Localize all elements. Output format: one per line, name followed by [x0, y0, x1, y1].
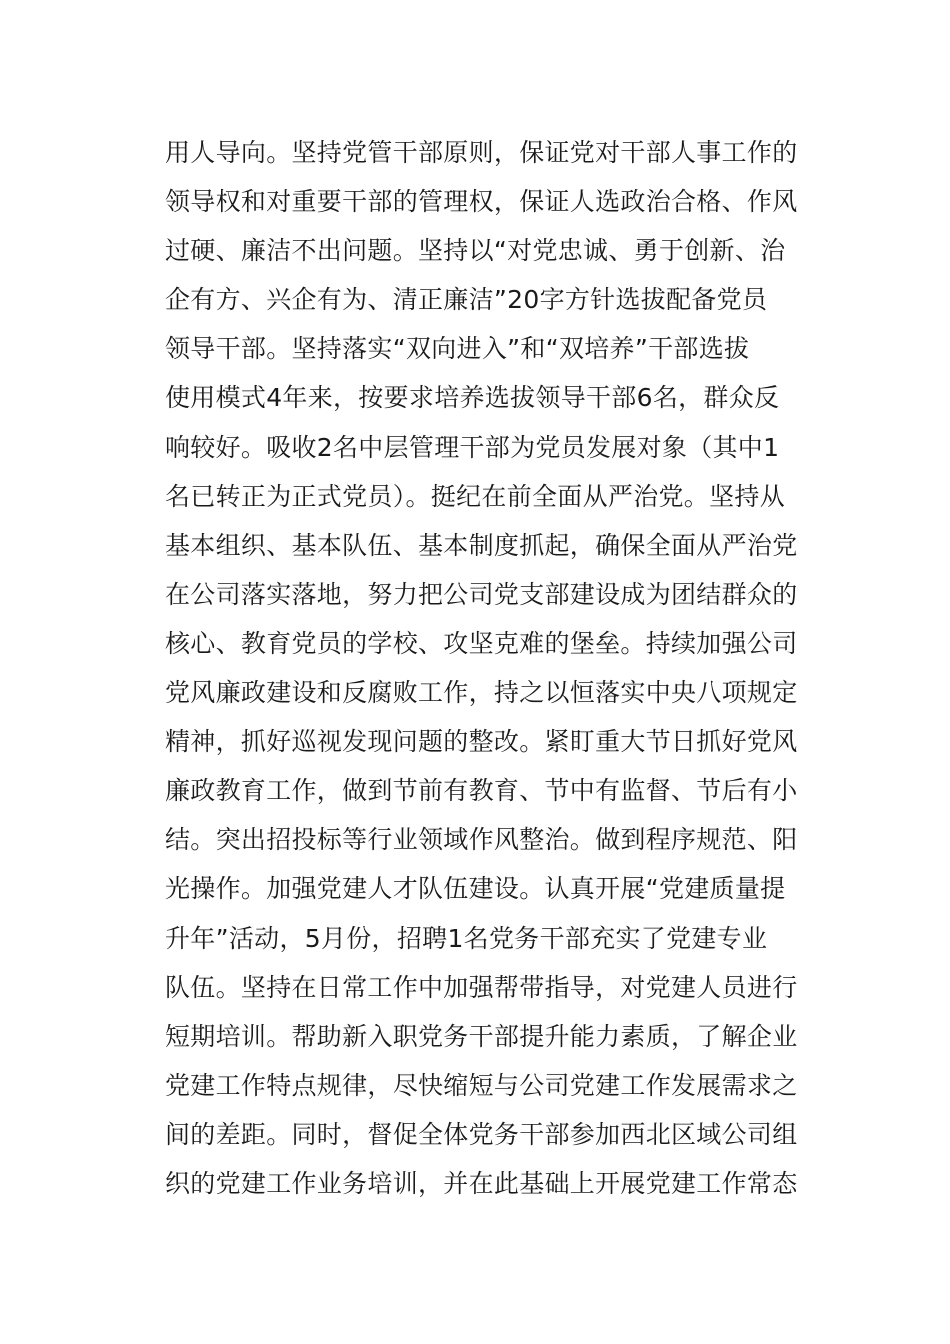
text-line: 队伍。坚持在日常工作中加强帮带指导，对党建人员进行	[165, 972, 798, 1002]
text-line: 廉政教育工作，做到节前有教育、节中有监督、节后有小	[165, 776, 798, 806]
text-line: 党风廉政建设和反腐败工作，持之以恒落实中央八项规定	[165, 678, 798, 708]
text-line: 精神，抓好巡视发现问题的整改。紧盯重大节日抓好党风	[165, 727, 798, 757]
text-line: 光操作。加强党建人才队伍建设。认真开展“党建质量提	[165, 874, 786, 904]
text-line: 在公司落实落地，努力把公司党支部建设成为团结群众的	[165, 579, 798, 609]
text-line: 企有方、兴企有为、清正廉洁”20字方针选拔配备党员	[165, 285, 768, 315]
text-line: 党建工作特点规律，尽快缩短与公司党建工作发展需求之	[165, 1070, 798, 1100]
text-line: 过硬、廉洁不出问题。坚持以“对党忠诚、勇于创新、治	[165, 236, 786, 266]
text-line: 基本组织、基本队伍、基本制度抓起，确保全面从严治党	[165, 530, 798, 560]
body-paragraph	[165, 128, 825, 1208]
text-line: 织的党建工作业务培训，并在此基础上开展党建工作常态	[165, 1168, 798, 1198]
text-line: 响较好。吸收2名中层管理干部为党员发展对象（其中1	[165, 432, 780, 462]
text-line: 领导权和对重要干部的管理权，保证人选政治合格、作风	[165, 187, 798, 217]
text-line: 短期培训。帮助新入职党务干部提升能力素质，了解企业	[165, 1021, 798, 1051]
text-line: 领导干部。坚持落实“双向进入”和“双培养”干部选拔	[165, 334, 750, 364]
text-line: 间的差距。同时，督促全体党务干部参加西北区域公司组	[165, 1119, 798, 1149]
text-line: 用人导向。坚持党管干部原则，保证党对干部人事工作的	[165, 138, 798, 167]
text-line: 核心、教育党员的学校、攻坚克难的堡垒。持续加强公司	[165, 628, 798, 658]
text-line: 使用模式4年来，按要求培养选拔领导干部6名，群众反	[165, 383, 780, 413]
text-line: 名已转正为正式党员）。挺纪在前全面从严治党。坚持从	[165, 481, 786, 511]
text-line: 结。突出招投标等行业领域作风整治。做到程序规范、阳	[165, 825, 798, 855]
text-line: 升年”活动，5月份，招聘1名党务干部充实了党建专业	[165, 923, 768, 953]
